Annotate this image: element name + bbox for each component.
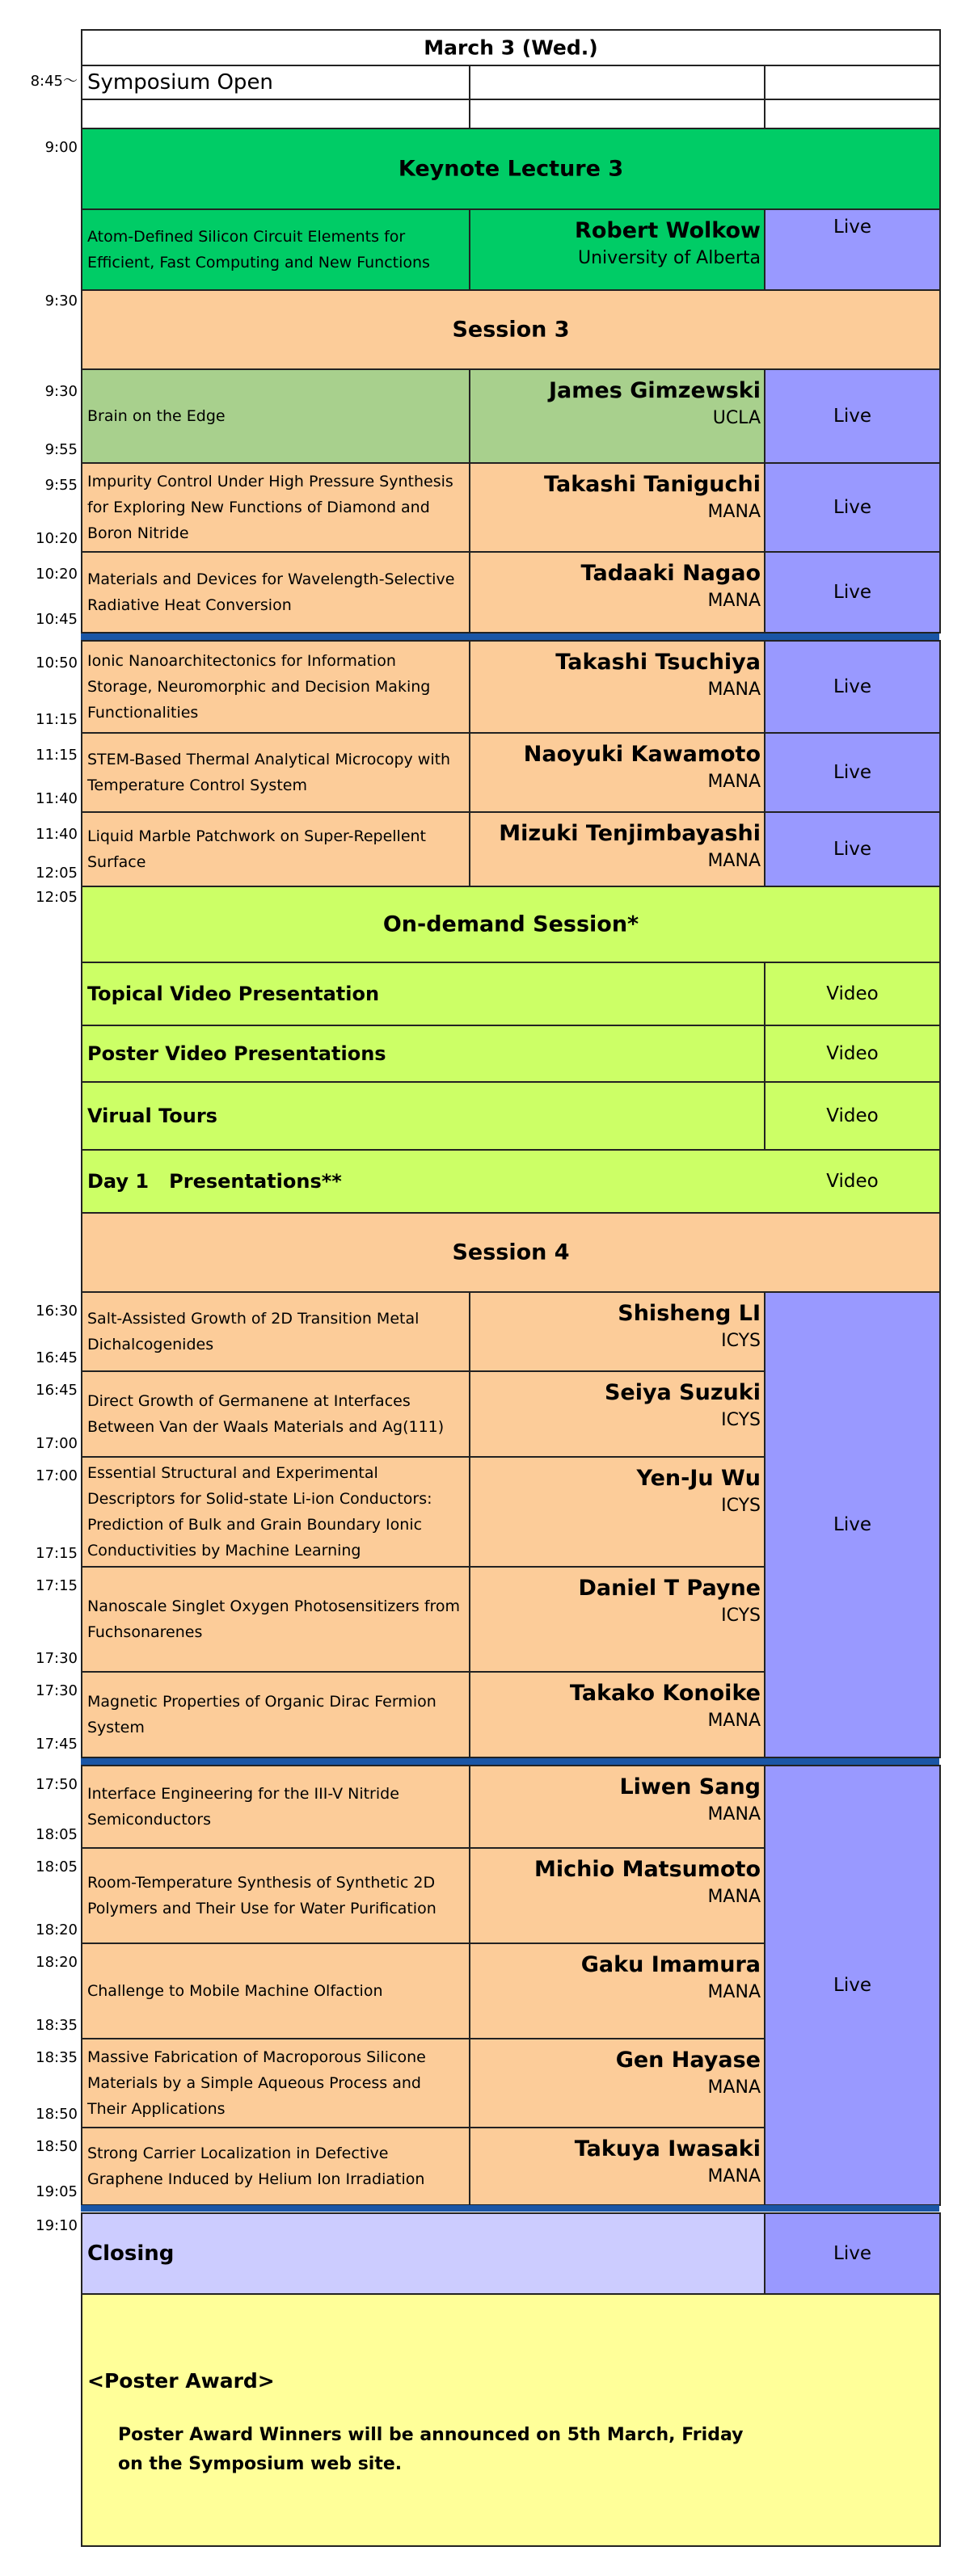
section-separator: [81, 633, 939, 640]
ondemand-item: [81, 1025, 765, 1083]
speaker-affiliation: UCLA: [712, 408, 761, 428]
section-separator: [81, 1758, 939, 1765]
keynote-mode-cell: [764, 208, 941, 291]
talk-start-time: 11:15: [36, 747, 78, 764]
talk-start-time: 10:20: [36, 566, 78, 583]
speaker-name: James Gimzewski: [549, 378, 761, 403]
ondemand-item-label: Virual Tours: [87, 1105, 217, 1127]
talk-title-cell: [81, 1566, 470, 1673]
speaker: [619, 1773, 761, 1828]
session3-heading-label: Session 3: [452, 317, 570, 343]
speaker-name: Mizuki Tenjimbayashi: [499, 821, 761, 846]
speaker: [581, 559, 761, 614]
speaker-affiliation: University of Alberta: [578, 248, 761, 268]
talk-speaker-cell: [469, 1291, 765, 1372]
talk-mode-cell: [764, 640, 941, 734]
speaker: [534, 1855, 761, 1910]
speaker-name: Michio Matsumoto: [534, 1857, 761, 1882]
ondemand-heading-label: On-demand Session*: [382, 911, 639, 937]
poster-award-text: on the Symposium web site.: [118, 2454, 403, 2474]
speaker-affiliation: MANA: [707, 2166, 761, 2187]
speaker-affiliation: MANA: [707, 502, 761, 522]
ondemand-mode-cell: [764, 1025, 941, 1083]
talk-end-time: 17:15: [36, 1545, 78, 1562]
speaker: [575, 2135, 761, 2190]
talk-title: Interface Engineering for the III-V Nitride Semiconductors: [87, 1785, 399, 1829]
talk-start-time: 17:15: [36, 1577, 78, 1594]
closing-cell: [81, 2212, 765, 2295]
ondemand-mode-cell: [764, 962, 941, 1026]
talk-title-cell: [81, 551, 470, 633]
talk-mode-cell: [764, 811, 941, 887]
speaker-name: Takashi Taniguchi: [544, 472, 761, 497]
speaker-name: Liwen Sang: [619, 1774, 761, 1799]
talk-speaker-cell: [469, 1765, 765, 1849]
mode-label: Live: [833, 762, 871, 783]
symposium-open-label: Symposium Open: [87, 70, 273, 95]
poster-award-box: [81, 2293, 941, 2547]
talk-title: Nanoscale Singlet Oxygen Photosensitizers from Fuchsonarenes: [87, 1597, 461, 1641]
talk-speaker-cell: [469, 1456, 765, 1568]
mode-label: Live: [833, 217, 871, 238]
closing-time: 19:10: [36, 2217, 78, 2234]
session4-heading: [81, 1212, 941, 1293]
session4-block-b-mode: [764, 1765, 941, 2206]
talk-title-cell: [81, 2127, 470, 2206]
talk-speaker-cell: [469, 2127, 765, 2206]
speaker-affiliation: ICYS: [721, 1410, 761, 1430]
talk-start-time: 18:20: [36, 1954, 78, 1971]
speaker: [524, 740, 761, 795]
talk-speaker-cell: [469, 1370, 765, 1458]
speaker-name: Robert Wolkow: [575, 218, 761, 243]
speaker: [549, 377, 761, 431]
ondemand-time: 12:05: [36, 889, 78, 906]
talk-title: STEM-Based Thermal Analytical Microcopy with Temperature Control System: [87, 751, 451, 794]
speaker-name: Yen-Ju Wu: [636, 1466, 761, 1491]
speaker-name: Shisheng LI: [618, 1301, 761, 1326]
talk-title: Liquid Marble Patchwork on Super-Repellent Surface: [87, 827, 427, 871]
talk-end-time: 11:15: [36, 711, 78, 728]
talk-start-time: 9:30: [44, 383, 78, 400]
talk-title-cell: [81, 1291, 470, 1372]
speaker-name: Gen Hayase: [615, 2048, 761, 2073]
talk-end-time: 16:45: [36, 1349, 78, 1366]
talk-title-cell: [81, 462, 470, 553]
speaker-affiliation: ICYS: [721, 1606, 761, 1626]
speaker: [555, 648, 761, 703]
talk-title: Salt-Assisted Growth of 2D Transition Metal Dichalcogenides: [87, 1310, 420, 1353]
empty-cell: [764, 65, 941, 100]
talk-title-cell: [81, 732, 470, 813]
mode-label: Video: [826, 983, 879, 1004]
speaker-affiliation: MANA: [707, 851, 761, 871]
speaker-affiliation: ICYS: [721, 1331, 761, 1351]
speaker-affiliation: MANA: [707, 2077, 761, 2098]
speaker: [637, 1464, 761, 1519]
ondemand-item: [81, 1081, 765, 1151]
talk-start-time: 9:55: [44, 477, 78, 494]
empty-cell: [764, 99, 941, 129]
speaker-affiliation: MANA: [707, 1982, 761, 2002]
ondemand-item-label: Poster Video Presentations: [87, 1042, 386, 1065]
keynote-heading: [81, 128, 941, 210]
speaker: [618, 1299, 761, 1354]
talk-title-cell: [81, 640, 470, 734]
mode-label: Live: [833, 2243, 871, 2264]
empty-cell: [469, 65, 765, 100]
talk-end-time: 17:45: [36, 1736, 78, 1753]
keynote-heading-label: Keynote Lecture 3: [398, 156, 624, 182]
session3-heading: [81, 289, 941, 370]
speaker: [575, 217, 761, 271]
ondemand-item-day1: [81, 1149, 941, 1214]
speaker: [605, 1378, 761, 1433]
speaker-affiliation: MANA: [707, 680, 761, 700]
talk-title: Impurity Control Under High Pressure Synthesis for Exploring New Functions of Diamond and Boron Nitride: [87, 473, 453, 542]
date-header: [81, 29, 941, 66]
date-title: March 3 (Wed.): [424, 36, 598, 60]
mode-label: Video: [826, 1171, 879, 1192]
talk-start-time: 18:35: [36, 2049, 78, 2066]
talk-start-time: 11:40: [36, 826, 78, 843]
speaker: [579, 1574, 761, 1629]
ondemand-item-label: Topical Video Presentation: [87, 983, 380, 1005]
speaker-affiliation: MANA: [707, 1804, 761, 1825]
section-separator: [81, 2205, 939, 2212]
talk-end-time: 18:20: [36, 1921, 78, 1938]
speaker: [570, 1679, 761, 1734]
talk-start-time: 16:30: [36, 1303, 78, 1320]
keynote-title-cell: [81, 208, 470, 291]
talk-speaker-cell: [469, 368, 765, 464]
talk-title: Challenge to Mobile Machine Olfaction: [87, 1982, 383, 2000]
speaker: [544, 470, 761, 525]
talk-title-cell: [81, 1370, 470, 1458]
talk-title-cell: [81, 1765, 470, 1849]
talk-start-time: 18:50: [36, 2138, 78, 2155]
ondemand-item-label: Day 1 Presentations**: [87, 1170, 342, 1193]
ondemand-heading: [81, 886, 941, 963]
talk-start-time: 17:50: [36, 1776, 78, 1793]
mode-label: Video: [826, 1043, 879, 1064]
talk-end-time: 11:40: [36, 790, 78, 807]
session3-time: 9:30: [44, 293, 78, 309]
closing-label: Closing: [87, 2241, 175, 2266]
talk-title: Massive Fabrication of Macroporous Silicone Materials by a Simple Aqueous Process and Their Applications: [87, 2048, 426, 2118]
talk-title: Essential Structural and Experimental Descriptors for Solid-state Li-ion Conductors: Prediction of Bulk and Grain Boundary Ionic Conductivities by Machine Learning: [87, 1464, 432, 1559]
session4-heading-label: Session 4: [452, 1240, 570, 1265]
talk-speaker-cell: [469, 640, 765, 734]
talk-speaker-cell: [469, 2038, 765, 2128]
empty-cell: [469, 99, 765, 129]
empty-cell: [81, 99, 470, 129]
talk-title: Magnetic Properties of Organic Dirac Fermion System: [87, 1693, 436, 1736]
talk-mode-cell: [764, 462, 941, 553]
talk-end-time: 17:00: [36, 1435, 78, 1452]
talk-speaker-cell: [469, 732, 765, 813]
poster-award-text: Poster Award Winners will be announced on 5th March, Friday: [118, 2425, 744, 2445]
talk-end-time: 10:45: [36, 611, 78, 628]
speaker-affiliation: MANA: [707, 772, 761, 792]
talk-end-time: 9:55: [44, 441, 78, 458]
talk-mode-cell: [764, 732, 941, 813]
talk-start-time: 18:05: [36, 1858, 78, 1875]
talk-end-time: 12:05: [36, 865, 78, 882]
talk-title: Strong Carrier Localization in Defective Graphene Induced by Helium Ion Irradiation: [87, 2145, 425, 2188]
talk-title-cell: [81, 1847, 470, 1944]
talk-end-time: 18:50: [36, 2106, 78, 2123]
talk-title: Room-Temperature Synthesis of Synthetic 2D Polymers and Their Use for Water Purification: [87, 1874, 436, 1917]
speaker-affiliation: MANA: [707, 591, 761, 611]
talk-start-time: 17:30: [36, 1682, 78, 1699]
speaker-name: Naoyuki Kawamoto: [523, 742, 761, 767]
mode-label: Live: [833, 406, 871, 427]
mode-label: Video: [826, 1105, 879, 1126]
talk-speaker-cell: [469, 462, 765, 553]
talk-end-time: 19:05: [36, 2183, 78, 2200]
talk-title-cell: [81, 811, 470, 887]
mode-label: Live: [833, 1514, 871, 1535]
open-time: 8:45～: [30, 73, 78, 90]
speaker-name: Takuya Iwasaki: [574, 2136, 761, 2161]
talk-speaker-cell: [469, 551, 765, 633]
speaker-name: Takashi Tsuchiya: [555, 650, 761, 675]
keynote-time: 9:00: [44, 139, 78, 156]
speaker-affiliation: ICYS: [721, 1496, 761, 1516]
symposium-open-cell: [81, 65, 470, 100]
talk-title-cell: [81, 2038, 470, 2128]
talk-title-cell: [81, 368, 470, 464]
talk-speaker-cell: [469, 1847, 765, 1944]
talk-speaker-cell: [469, 811, 765, 887]
talk-start-time: 10:50: [36, 655, 78, 671]
talk-end-time: 18:05: [36, 1826, 78, 1843]
talk-title: Direct Growth of Germanene at Interfaces Between Van der Waals Materials and Ag(111): [87, 1392, 445, 1436]
talk-start-time: 17:00: [36, 1467, 78, 1484]
mode-label: Live: [833, 1975, 871, 1996]
speaker: [581, 1951, 761, 2006]
poster-award-heading: <Poster Award>: [87, 2369, 275, 2393]
speaker-name: Takako Konoike: [569, 1681, 761, 1706]
mode-label: Live: [833, 497, 871, 518]
speaker-affiliation: MANA: [707, 1887, 761, 1907]
speaker-name: Daniel T Payne: [578, 1576, 761, 1601]
talk-title-cell: [81, 1943, 470, 2039]
mode-label: Live: [833, 582, 871, 603]
keynote-speaker-cell: [469, 208, 765, 291]
talk-title-cell: [81, 1671, 470, 1758]
speaker: [616, 2046, 761, 2101]
talk-speaker-cell: [469, 1943, 765, 2039]
speaker: [499, 819, 761, 874]
speaker-affiliation: MANA: [707, 1711, 761, 1731]
talk-end-time: 18:35: [36, 2017, 78, 2034]
ondemand-item: [81, 962, 765, 1026]
talk-speaker-cell: [469, 1671, 765, 1758]
talk-title-cell: [81, 1456, 470, 1568]
speaker-name: Gaku Imamura: [580, 1952, 761, 1977]
talk-speaker-cell: [469, 1566, 765, 1673]
talk-title: Atom-Defined Silicon Circuit Elements for Efficient, Fast Computing and New Functions: [87, 228, 430, 271]
talk-mode-cell: [764, 551, 941, 633]
ondemand-mode-cell: [764, 1081, 941, 1151]
talk-end-time: 17:30: [36, 1650, 78, 1667]
talk-title: Ionic Nanoarchitectonics for Information Storage, Neuromorphic and Decision Making Functionalities: [87, 652, 431, 722]
mode-label: Live: [833, 676, 871, 697]
closing-mode-cell: [764, 2212, 941, 2295]
speaker-name: Tadaaki Nagao: [580, 561, 761, 586]
talk-title: Materials and Devices for Wavelength-Selective Radiative Heat Conversion: [87, 570, 455, 614]
speaker-name: Seiya Suzuki: [604, 1380, 761, 1405]
mode-label: Live: [833, 839, 871, 860]
talk-end-time: 10:20: [36, 530, 78, 547]
session4-block-a-mode: [764, 1291, 941, 1758]
talk-mode-cell: [764, 368, 941, 464]
talk-title: Brain on the Edge: [87, 407, 226, 425]
talk-start-time: 16:45: [36, 1382, 78, 1399]
